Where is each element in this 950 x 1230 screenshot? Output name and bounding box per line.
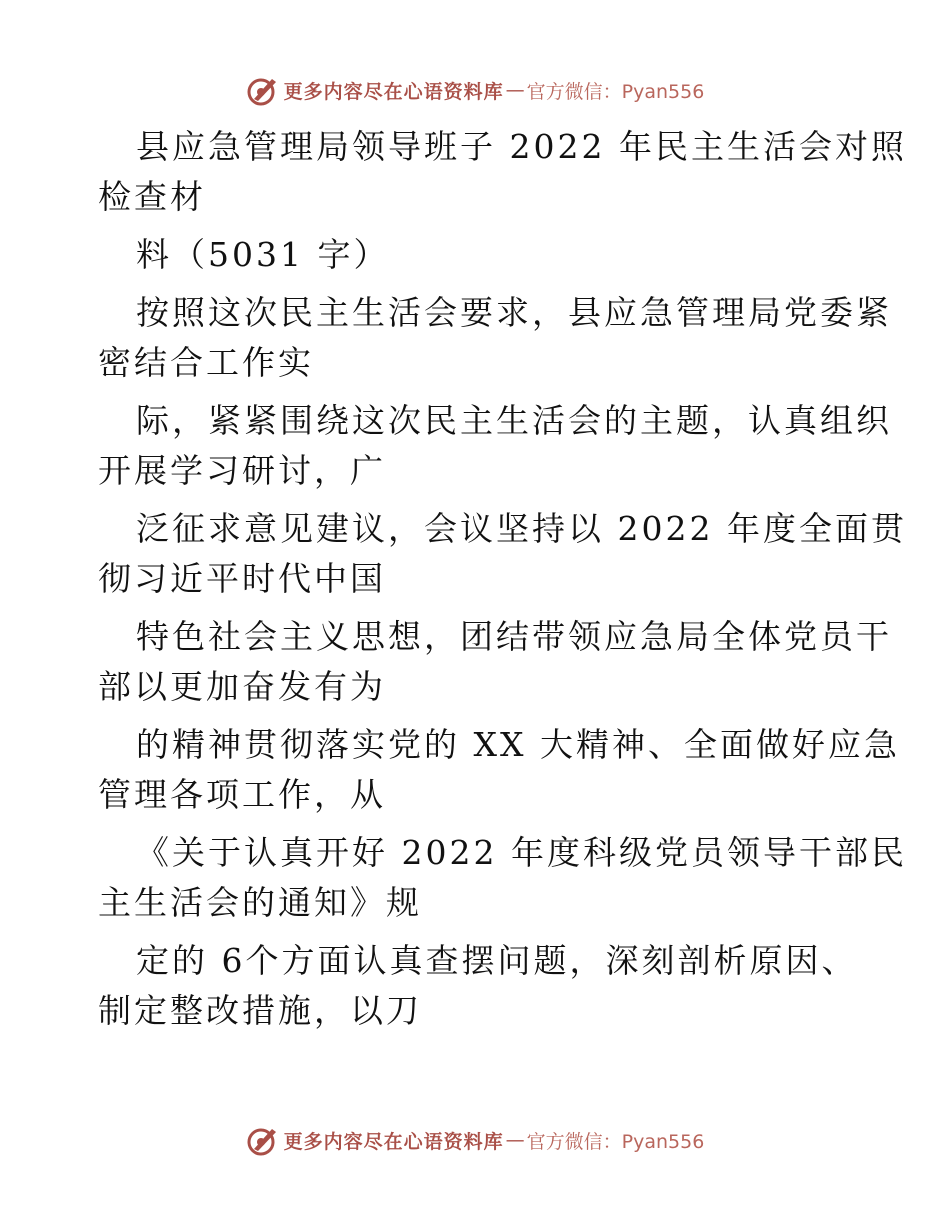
line-first: 特色社会主义思想，团结带领应急局全体党员干 bbox=[136, 617, 892, 656]
paragraph bbox=[98, 122, 907, 222]
quill-logo-icon bbox=[246, 1123, 280, 1157]
line-first: 泛征求意见建议，会议坚持以 2022 年度全面贯 bbox=[136, 509, 907, 548]
line-wrap: 检查材 bbox=[98, 177, 206, 216]
paragraph bbox=[98, 504, 907, 604]
paragraph bbox=[98, 288, 892, 388]
line-first: 县应急管理局领导班子 2022 年民主生活会对照 bbox=[136, 127, 907, 166]
header-banner bbox=[0, 70, 950, 110]
line-first: 际，紧紧围绕这次民主生活会的主题，认真组织 bbox=[136, 401, 892, 440]
line-wrap: 彻习近平时代中国 bbox=[98, 559, 386, 598]
document-body bbox=[98, 122, 907, 1044]
header-wechat-text: 官方微信：Pyan556 bbox=[526, 80, 705, 103]
paragraph bbox=[98, 396, 892, 496]
paragraph bbox=[98, 612, 892, 712]
header-brand-text: 更多内容尽在心语资料库 bbox=[283, 80, 504, 103]
footer-brand-text: 更多内容尽在心语资料库 bbox=[283, 1130, 504, 1153]
paragraph bbox=[98, 720, 900, 820]
line-wrap: 管理各项工作，从 bbox=[98, 775, 386, 814]
line-wrap: 制定整改措施，以刀 bbox=[98, 991, 422, 1030]
paragraph bbox=[98, 230, 858, 280]
line-first: 定的 6个方面认真查摆问题，深刻剖析原因、 bbox=[136, 941, 858, 980]
paragraph bbox=[98, 936, 858, 1036]
line-first: 的精神贯彻落实党的 XX 大精神、全面做好应急 bbox=[136, 725, 900, 764]
line-first: 按照这次民主生活会要求，县应急管理局党委紧 bbox=[136, 293, 892, 332]
header-separator: — bbox=[505, 79, 525, 101]
quill-logo-icon bbox=[246, 73, 280, 107]
footer-banner bbox=[0, 1120, 950, 1160]
footer-wechat-text: 官方微信：Pyan556 bbox=[526, 1130, 705, 1153]
paragraph bbox=[98, 828, 907, 928]
line-first: 料（5031 字） bbox=[136, 235, 390, 274]
footer-separator: — bbox=[505, 1129, 525, 1151]
line-wrap: 主生活会的通知》规 bbox=[98, 883, 422, 922]
line-wrap: 部以更加奋发有为 bbox=[98, 667, 386, 706]
line-first: 《关于认真开好 2022 年度科级党员领导干部民 bbox=[136, 833, 907, 872]
line-wrap: 密结合工作实 bbox=[98, 343, 314, 382]
line-wrap: 开展学习研讨，广 bbox=[98, 451, 386, 490]
